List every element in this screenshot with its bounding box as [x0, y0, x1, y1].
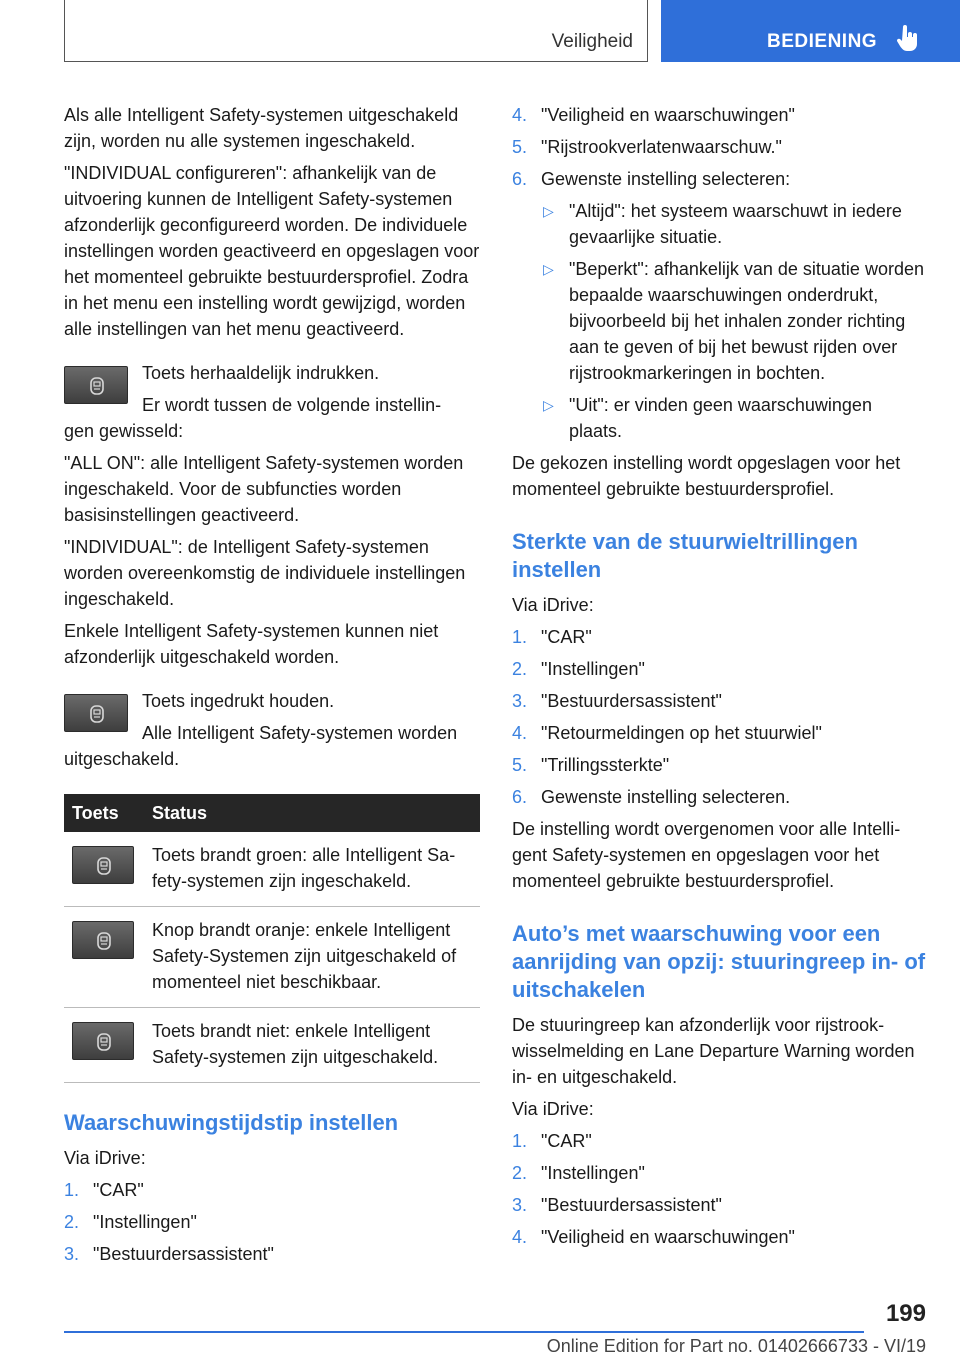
safety-car-icon: [88, 704, 106, 724]
list-item: 2. "Instellingen": [512, 1163, 645, 1183]
paragraph: Toets ingedrukt houden.: [142, 691, 335, 711]
paragraph: gen gewisseld:: [64, 421, 184, 441]
page-number: 199: [885, 1300, 926, 1327]
paragraph: "ALL ON": alle Intelligent Safety-systemen worden ingeschakeld. Voor de subfuncties worden basisinstellingen geactiveerd.: [64, 453, 464, 525]
safety-button-image: [72, 846, 134, 884]
section-heading: Waarschuwingstijdstip instellen: [64, 1110, 399, 1135]
list-item: 6. Gewenste instelling selecteren.: [512, 787, 791, 807]
list-item: 3. "Bestuurdersassistent": [512, 1195, 722, 1215]
header-section-title: Veiligheid: [551, 31, 633, 52]
safety-car-icon: [95, 1032, 113, 1052]
footer-edition: Online Edition for Part no. 01402666733 - VI/19: [546, 1336, 926, 1356]
paragraph: Via iDrive:: [512, 595, 594, 615]
paragraph: uitgeschakeld.: [64, 749, 180, 769]
list-item: 2. "Instellingen": [64, 1212, 197, 1232]
list-item: ▷ "Uit": er vinden geen waarschuwingen plaats.: [541, 392, 928, 444]
safety-car-icon: [95, 856, 113, 876]
button-instruction: [64, 360, 480, 444]
safety-car-icon: [95, 931, 113, 951]
table-cell-status: Toets brandt niet: enkele Intelligent Safety-systemen zijn uitgeschakeld.: [144, 1008, 480, 1083]
list-item: ▷ "Beperkt": afhankelijk van de situatie worden bepaalde waarschuwingen onderdrukt, bijvoorbeeld bij het inhalen zonder richting aan te geven of bij het bewust rijden over rijstrookmarkeringen in bochten.: [541, 256, 928, 386]
footer-divider: [64, 1331, 864, 1333]
list-item: 4. "Veiligheid en waarschuwingen": [512, 105, 795, 125]
table-row: [64, 907, 480, 1008]
safety-button-image: [72, 1022, 134, 1060]
triangle-bullet-icon: ▷: [543, 203, 554, 219]
safety-button-image: [64, 366, 128, 404]
paragraph: De stuuringreep kan afzonderlijk voor rijstrookwisselmelding en Lane Departure Warning worden in- en uitgeschakeld.: [512, 1015, 915, 1087]
list-item: 4. "Retourmeldingen op het stuurwiel": [512, 723, 822, 743]
table-header-status: Status: [144, 794, 480, 832]
paragraph: Via iDrive:: [512, 1099, 594, 1119]
list-item: 1. "CAR": [512, 1131, 592, 1151]
list-item: ▷ "Altijd": het systeem waarschuwt in iedere gevaarlijke situatie.: [541, 198, 928, 250]
table-cell-status: Toets brandt groen: alle Intelligent Safety-systemen zijn ingeschakeld.: [144, 832, 480, 907]
paragraph: De instelling wordt overgenomen voor alle Intelligent Safety-systemen en opgeslagen voor het momenteel gebruikte bestuurdersprofiel.: [512, 819, 901, 891]
paragraph: Enkele Intelligent Safety-systemen kunnen niet afzonderlijk uitgeschakeld worden.: [64, 621, 439, 667]
header-chapter-tab[interactable]: [661, 0, 960, 62]
list-item: 1. "CAR": [512, 627, 592, 647]
paragraph: Er wordt tussen de volgende instellin-: [142, 395, 442, 415]
list-item: 2. "Instellingen": [512, 659, 645, 679]
list-item: 5. "Rijstrookverlatenwaarschuw.": [512, 137, 782, 157]
hand-pointer-icon: [897, 25, 919, 53]
section-heading: Auto’s met waarschuwing voor een aanrijding van opzij: stuuringreep in- of uitschakelen: [512, 921, 926, 1002]
list-item: 3. "Bestuurdersassistent": [512, 691, 722, 711]
table-header-toets: Toets: [64, 794, 144, 832]
table-cell-status: Knop brandt oranje: enkele Intelligent Safety-Systemen zijn uitgeschakeld of momenteel niet beschikbaar.: [144, 907, 480, 1008]
step-list: [512, 1128, 928, 1250]
list-item: 1. "CAR": [64, 1180, 144, 1200]
paragraph: Als alle Intelligent Safety-systemen uitgeschakeld zijn, worden nu alle systemen ingeschakeld.: [64, 105, 459, 151]
paragraph: Via iDrive:: [64, 1148, 146, 1168]
list-item: 3. "Bestuurdersassistent": [64, 1244, 274, 1264]
triangle-bullet-icon: ▷: [543, 397, 554, 413]
header-section-box: [64, 0, 648, 62]
button-instruction: [64, 688, 480, 772]
list-item: 6. Gewenste instelling selecteren:: [512, 169, 791, 189]
step-list: [512, 624, 928, 810]
safety-button-image: [64, 694, 128, 732]
step-list: [512, 102, 928, 192]
paragraph: "INDIVIDUAL": de Intelligent Safety-systemen worden overeenkomstig de individuele instellingen ingeschakeld.: [64, 537, 466, 609]
step-list: [64, 1177, 480, 1267]
safety-car-icon: [88, 376, 106, 396]
option-list: [541, 198, 928, 444]
header-chapter-title: BEDIENING: [767, 31, 878, 52]
paragraph: Alle Intelligent Safety-systemen worden: [142, 723, 458, 743]
status-table: [64, 794, 480, 1083]
table-row: [64, 1008, 480, 1083]
triangle-bullet-icon: ▷: [543, 261, 554, 277]
safety-button-image: [72, 921, 134, 959]
left-column: [64, 102, 480, 1273]
paragraph: "INDIVIDUAL configureren": afhankelijk van de uitvoering kunnen de Intelligent Safety-systemen afzonderlijk geconfigureerd worden. De individuele instellingen worden geactiveerd en opgeslagen voor het momenteel gebruikte bestuurdersprofiel. Zodra in het menu een instelling wordt gewijzigd, worden alle instellingen van het menu geactiveerd.: [64, 163, 480, 339]
paragraph: De gekozen instelling wordt opgeslagen voor het momenteel gebruikte bestuurdersprofiel.: [512, 453, 901, 499]
table-row: [64, 832, 480, 907]
list-item: 5. "Trillingssterkte": [512, 755, 670, 775]
section-heading: Sterkte van de stuurwieltrillingen instellen: [512, 529, 858, 582]
paragraph: Toets herhaaldelijk indrukken.: [142, 363, 380, 383]
right-column: [512, 102, 928, 1256]
list-item: 4. "Veiligheid en waarschuwingen": [512, 1227, 795, 1247]
